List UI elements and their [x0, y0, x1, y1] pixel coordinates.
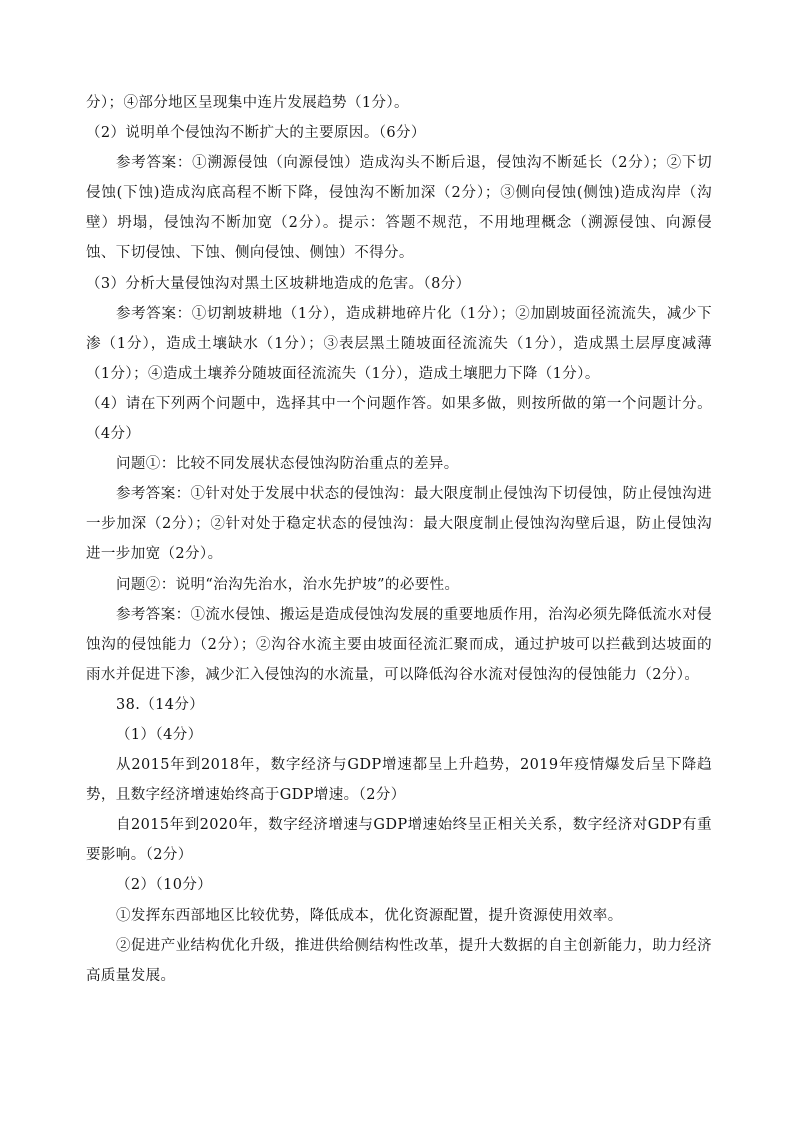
paragraph: （4）请在下列两个问题中，选择其中一个问题作答。如果多做，则按所做的第一个问题计分。（4分）: [86, 395, 712, 443]
paragraph: （1）（4分）: [116, 726, 203, 743]
paragraph: 38.（14分）: [116, 696, 205, 713]
paragraph: ①发挥东西部地区比较优势，降低成本，优化资源配置，提升资源使用效率。: [116, 907, 623, 924]
paragraph: （2）说明单个侵蚀沟不断扩大的主要原因。（6分）: [86, 125, 426, 142]
paragraph: ②促进产业结构优化升级，推进供给侧结构性改革，提升大数据的自主创新能力，助力经济高质量发展。: [86, 937, 712, 984]
paragraph: 分）；④部分地区呈现集中连片发展趋势（1分）。: [86, 95, 409, 111]
paragraph: 参考答案：①切割坡耕地（1分），造成耕地碎片化（1分）；②加剧坡面径流流失，减少下渗（1分），造成土壤缺水（1分）；③表层黑土随坡面径流流失（1分），造成黑土层厚度减薄（1分）；④造成土壤养分随坡面径流流失（1分），造成土壤肥力下降（1分）。: [86, 305, 712, 382]
paragraph: 自2015年到2020年，数字经济增速与GDP增速始终呈正相关关系，数字经济对GDP有重要影响。（2分）: [86, 817, 712, 864]
paragraph: 问题①：比较不同发展状态侵蚀沟防治重点的差异。: [116, 456, 459, 473]
paragraph: 参考答案：①针对处于发展中状态的侵蚀沟：最大限度制止侵蚀沟下切侵蚀，防止侵蚀沟进一步加深（2分）；②针对处于稳定状态的侵蚀沟：最大限度制止侵蚀沟沟壁后退，防止侵蚀沟进一步加宽（2分）。: [86, 486, 712, 563]
paragraph: 问题②：说明“治沟先治水，治水先护坡”的必要性。: [116, 576, 460, 593]
answer-key-text: [86, 88, 712, 991]
paragraph: 参考答案：①流水侵蚀、搬运是造成侵蚀沟发展的重要地质作用，治沟必须先降低流水对侵蚀沟的侵蚀能力（2分）；②沟谷水流主要由坡面径流汇聚而成，通过护坡可以拦截到达坡面的雨水并促进下渗，减少汇入侵蚀沟的水流量，可以降低沟谷水流对侵蚀沟的侵蚀能力（2分）。: [86, 606, 712, 683]
paragraph: 从2015年到2018年，数字经济与GDP增速都呈上升趋势，2019年疫情爆发后呈下降趋势，且数字经济增速始终高于GDP增速。（2分）: [86, 757, 712, 804]
paragraph: 参考答案：①溯源侵蚀（向源侵蚀）造成沟头不断后退，侵蚀沟不断延长（2分）；②下切侵蚀(下蚀)造成沟底高程不断下降，侵蚀沟不断加深（2分）；③侧向侵蚀(侧蚀)造成沟岸（沟壁）坍塌，侵蚀沟不断加宽（2分）。提示：答题不规范，不用地理概念（溯源侵蚀、向源侵蚀、下切侵蚀、下蚀、侧向侵蚀、侧蚀）不得分。: [86, 155, 712, 262]
paragraph: （3）分析大量侵蚀沟对黑土区坡耕地造成的危害。（8分）: [86, 275, 471, 292]
paragraph: （2）（10分）: [116, 877, 213, 894]
